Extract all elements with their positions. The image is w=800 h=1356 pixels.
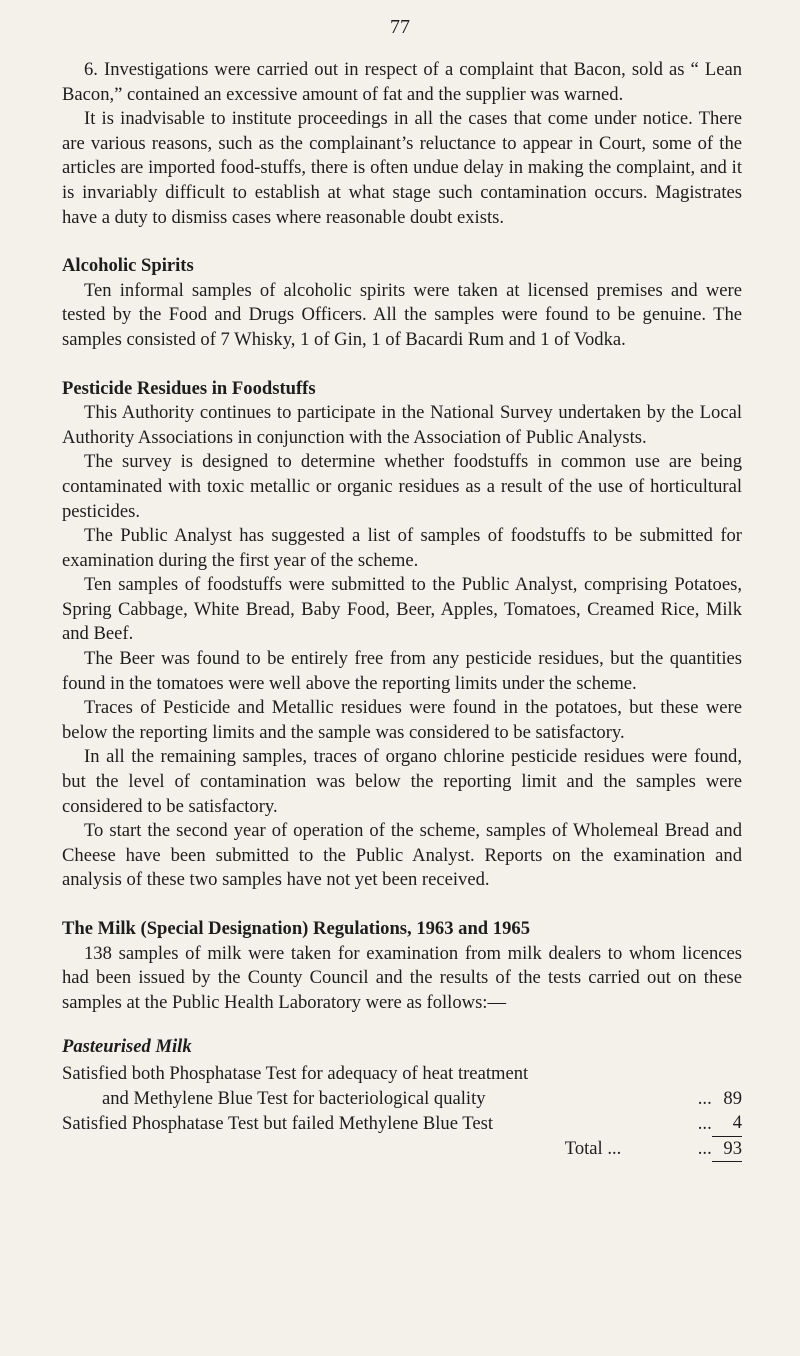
milk-results-table [62, 1062, 742, 1162]
table-row [62, 1111, 742, 1136]
leader-dots: ... [697, 1112, 712, 1134]
paragraph-pesticide-1: This Authority continues to participate in the National Survey undertaken by the Local Authority Associations in conjunction with the Association of Public Analysts. [62, 402, 742, 448]
subheading-pasteurised-milk: Pasteurised Milk [62, 1036, 192, 1058]
total-value: 93 [712, 1136, 742, 1162]
heading-alcoholic-spirits: Alcoholic Spirits [62, 255, 194, 277]
paragraph-pesticide-4: Ten samples of foodstuffs were submitted to the Public Analyst, comprising Potatoes, Spring Cabbage, White Bread, Baby Food, Beer, Apples, Tomatoes, Creamed Rice, Milk and Beef. [62, 574, 742, 645]
row-description-continued: and Methylene Blue Test for bacteriological quality [102, 1087, 486, 1109]
heading-pesticide-residues: Pesticide Residues in Foodstuffs [62, 377, 316, 399]
total-row [62, 1136, 742, 1162]
paragraph-proceedings: It is inadvisable to institute proceedings in all the cases that come under notice. There are various reasons, such as the complainant’s reluctance to appear in Court, some of the articles are imported food-stuffs, there is often undue delay in making the complaint, and it is invariably difficult to establish at what stage such contamination occurs. Magistrates have a duty to dismiss cases where reasonable doubt exists. [62, 108, 742, 228]
leader-dots: ... [697, 1138, 712, 1160]
paragraph-pesticide-2: The survey is designed to determine whether foodstuffs in common use are being contaminated with toxic metallic or organic residues as a result of the use of horticultural pesticides. [62, 451, 742, 522]
paragraph-complaint-bacon: 6. Investigations were carried out in respect of a complaint that Bacon, sold as “ Lean Bacon,” contained an excessive amount of fat and the supplier was warned. [62, 59, 742, 105]
paragraph-pesticide-3: The Public Analyst has suggested a list of samples of foodstuffs to be submitted for examination during the first year of the scheme. [62, 525, 742, 571]
page-number: 77 [390, 16, 410, 38]
table-row [62, 1062, 742, 1111]
paragraph-pesticide-6: Traces of Pesticide and Metallic residues were found in the potatoes, but these were below the reporting limits and the sample was considered to be satisfactory. [62, 697, 742, 743]
page-body [62, 58, 742, 1162]
paragraph-pesticide-8: To start the second year of operation of the scheme, samples of Wholemeal Bread and Cheese have been submitted to the Public Analyst. Reports on the examination and analysis of these two samples have not yet been received. [62, 820, 742, 891]
paragraph-alcoholic-samples: Ten informal samples of alcoholic spirits were taken at licensed premises and were tested by the Food and Drugs Officers. All the samples were found to be genuine. The samples consisted of 7 Whisky, 1 of Gin, 1 of Bacardi Rum and 1 of Vodka. [62, 279, 742, 350]
leader-dots: ... [697, 1087, 712, 1109]
row-description: Satisfied both Phosphatase Test for adequacy of heat treatment [62, 1062, 529, 1084]
total-label: Total ... [564, 1138, 622, 1160]
paragraph-pesticide-5: The Beer was found to be entirely free from any pesticide residues, but the quantities found in the tomatoes were well above the reporting limits under the scheme. [62, 648, 742, 694]
heading-milk-regulations: The Milk (Special Designation) Regulations, 1963 and 1965 [62, 918, 530, 939]
row-description: Satisfied Phosphatase Test but failed Methylene Blue Test [62, 1112, 494, 1134]
paragraph-pesticide-7: In all the remaining samples, traces of organo chlorine pesticide residues were found, but the level of contamination was below the reporting limit and the samples were considered to be satisfactory. [62, 746, 742, 817]
paragraph-milk-samples: 138 samples of milk were taken for examination from milk dealers to whom licences had been issued by the County Council and the results of the tests carried out on these samples at the Public Health Laboratory were as follows:— [62, 942, 742, 1013]
row-value: 89 [723, 1087, 742, 1109]
row-value: 4 [712, 1111, 742, 1136]
